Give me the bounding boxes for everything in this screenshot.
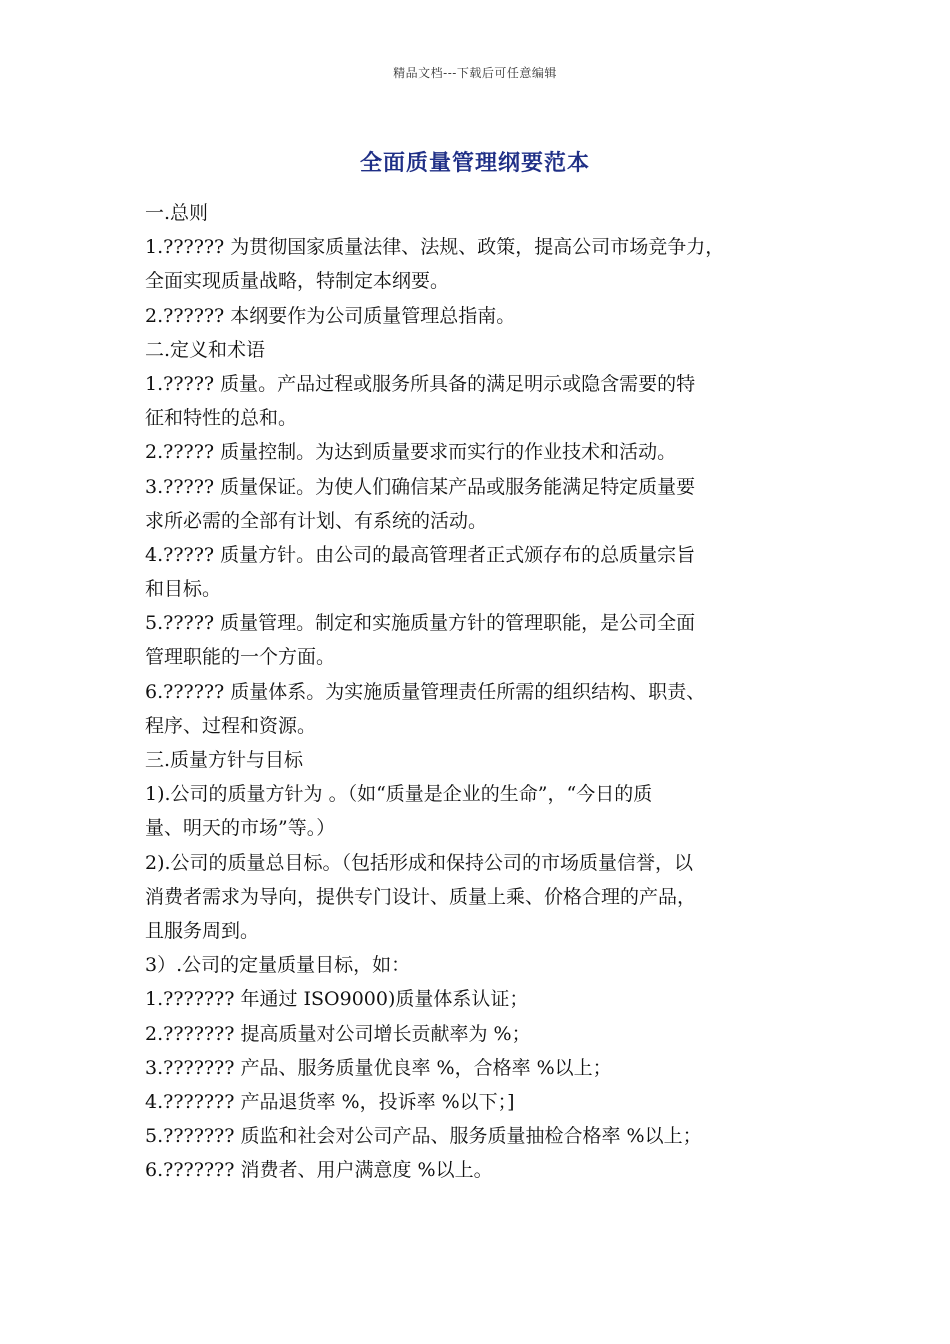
text-line: 1).公司的质量方针为 。（如“质量是企业的生命”，“今日的质 bbox=[145, 783, 653, 806]
text-line: 2).公司的质量总目标。（包括形成和保持公司的市场质量信誉，以 bbox=[145, 851, 694, 874]
text-line: 三.质量方针与目标 bbox=[145, 749, 304, 771]
text-line: 3）.公司的定量质量目标，如： bbox=[145, 954, 411, 977]
text-line: 和目标。 bbox=[145, 578, 222, 601]
text-line: 量、明天的市场”等。） bbox=[145, 817, 336, 840]
text-line: 消费者需求为导向，提供专门设计、质量上乘、价格合理的产品， bbox=[145, 885, 697, 908]
text-line: 1.?????? 为贯彻国家质量法律、法规、政策，提高公司市场竞争力， bbox=[145, 236, 725, 259]
text-line: 1.????? 质量。产品过程或服务所具备的满足明示或隐含需要的特 bbox=[145, 372, 696, 395]
page-header: 精品文档---下载后可任意编辑 bbox=[393, 66, 557, 80]
text-line: 2.??????? 提高质量对公司增长贡献率为 %； bbox=[145, 1022, 531, 1045]
text-line: 4.??????? 产品退货率 %，投诉率 %以下；] bbox=[145, 1090, 515, 1113]
text-line: 求所必需的全部有计划、有系统的活动。 bbox=[145, 509, 488, 532]
text-line: 征和特性的总和。 bbox=[145, 407, 298, 430]
text-line: 且服务周到。 bbox=[145, 919, 260, 942]
text-line: 2.????? 质量控制。为达到质量要求而实行的作业技术和活动。 bbox=[145, 441, 677, 464]
document-title: 全面质量管理纲要范本 bbox=[359, 150, 590, 176]
text-line: 程序、过程和资源。 bbox=[145, 714, 317, 737]
text-line: 5.????? 质量管理。制定和实施质量方针的管理职能，是公司全面 bbox=[145, 612, 696, 635]
text-line: 6.?????? 质量体系。为实施质量管理责任所需的组织结构、职责、 bbox=[145, 680, 706, 703]
text-line: 6.??????? 消费者、用户满意度 %以上。 bbox=[145, 1159, 493, 1182]
text-line: 3.????? 质量保证。为使人们确信某产品或服务能满足特定质量要 bbox=[145, 475, 696, 498]
document-body bbox=[145, 196, 810, 1187]
text-line: 全面实现质量战略，特制定本纲要。 bbox=[145, 270, 450, 293]
text-line: 二.定义和术语 bbox=[145, 338, 266, 361]
text-line: 5.??????? 质监和社会对公司产品、服务质量抽检合格率 %以上； bbox=[145, 1125, 702, 1148]
text-line: 1.??????? 年通过 ISO9000)质量体系认证； bbox=[145, 988, 529, 1011]
text-line: 2.?????? 本纲要作为公司质量管理总指南。 bbox=[145, 304, 516, 327]
text-line: 3.??????? 产品、服务质量优良率 %，合格率 %以上； bbox=[145, 1056, 612, 1079]
text-line: 管理职能的一个方面。 bbox=[145, 646, 336, 669]
text-line: 一.总则 bbox=[145, 202, 209, 224]
text-line: 4.????? 质量方针。由公司的最高管理者正式颁存布的总质量宗旨 bbox=[145, 543, 696, 566]
